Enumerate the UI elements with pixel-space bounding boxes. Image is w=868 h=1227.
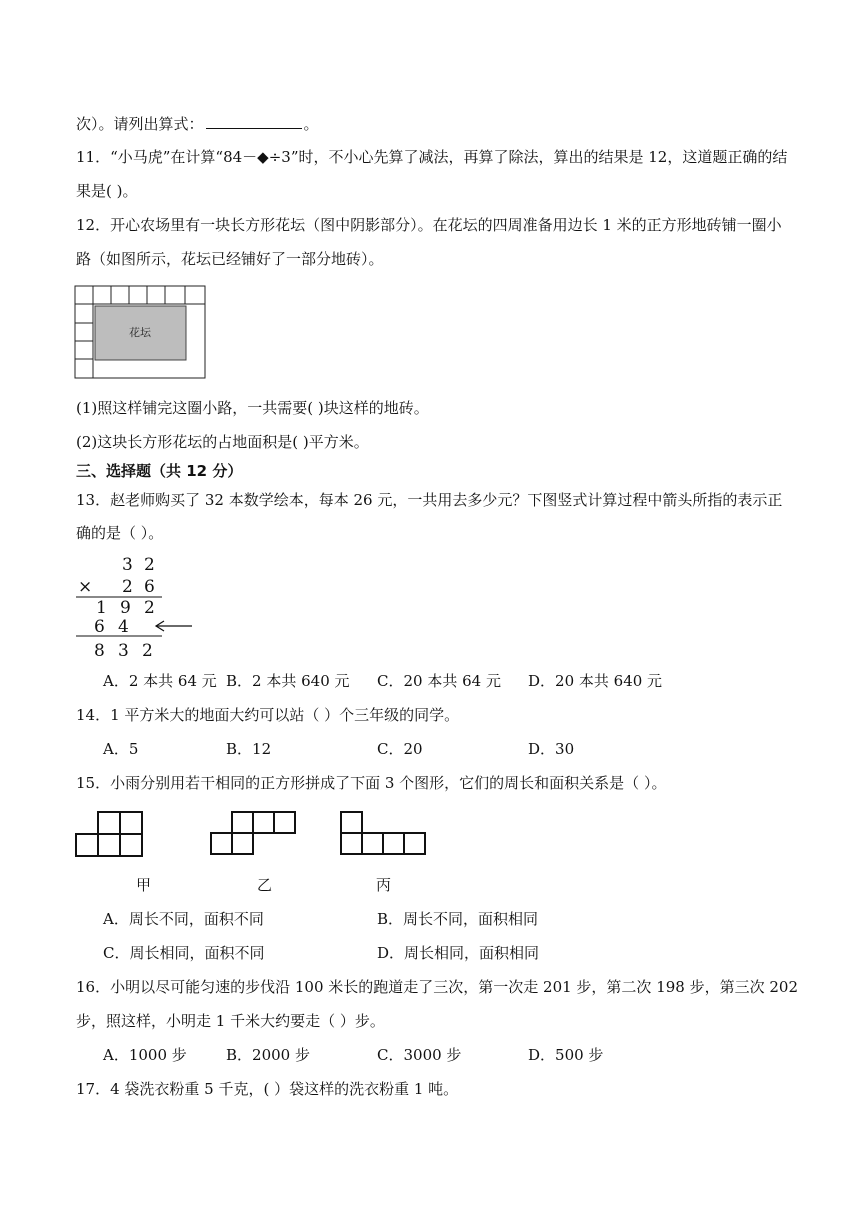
q14-option-c[interactable]: C．20 (377, 740, 423, 758)
q15-shapes (74, 810, 434, 860)
shape-bing (341, 812, 425, 854)
calc-r2-d2: 6 (144, 577, 155, 597)
q15-option-a[interactable]: A．周长不同，面积不同 (103, 910, 264, 928)
garden-label: 花坛 (129, 326, 151, 339)
arrow-icon (156, 621, 192, 631)
q12-sub1: (1)照这样铺完这圈小路，一共需要( )块这样的地砖。 (76, 399, 429, 417)
q13-option-c[interactable]: C．20 本共 64 元 (377, 672, 501, 690)
q12-garden-figure (74, 285, 208, 381)
shape-jia (76, 812, 142, 856)
calc-r5-d1: 8 (94, 641, 105, 661)
vertical-multiplication (74, 550, 199, 665)
q16-option-a[interactable]: A．1000 步 (103, 1046, 187, 1064)
q14-option-d[interactable]: D．30 (528, 740, 575, 758)
shape-label-yi: 乙 (257, 876, 273, 894)
answer-blank[interactable] (206, 114, 302, 129)
q16-line1: 16．小明以尽可能匀速的步伐沿 100 米长的跑道走了三次，第一次走 201 步，第二次 198 步，第三次 202 (76, 978, 798, 996)
calc-r4-d1: 6 (94, 617, 105, 637)
q13-line1: 13．赵老师购买了 32 本数学绘本，每本 26 元，一共用去多少元？下图竖式计算过程中箭头所指的表示正 (76, 491, 783, 509)
q10-tail-prefix: 次）。请列出算式： (76, 115, 204, 133)
q17-line1: 17．4 袋洗衣粉重 5 千克，( ）袋这样的洗衣粉重 1 吨。 (76, 1080, 459, 1098)
q10-tail-suffix: 。 (303, 115, 319, 133)
q14-option-b[interactable]: B．12 (226, 740, 272, 758)
q16-option-b[interactable]: B．2000 步 (226, 1046, 310, 1064)
calc-r3-d3: 2 (144, 598, 155, 618)
q13-option-a[interactable]: A．2 本共 64 元 (103, 672, 217, 690)
q11-line1: 11．“小马虎”在计算“84－◆÷3”时，不小心先算了减法，再算了除法，算出的结果是 12，这道题正确的结 (76, 148, 788, 166)
q14-line1: 14．1 平方米大的地面大约可以站（ ）个三年级的同学。 (76, 706, 460, 724)
q12-line1: 12．开心农场里有一块长方形花坛（图中阴影部分）。在花坛的四周准备用边长 1 米的正方形地砖铺一圈小 (76, 216, 782, 234)
q10-tail (76, 114, 319, 134)
q16-line2: 步，照这样，小明走 1 千米大约要走（ ）步。 (76, 1012, 385, 1030)
calc-r2-d1: 2 (122, 577, 133, 597)
q15-option-b[interactable]: B．周长不同，面积相同 (377, 910, 539, 928)
calc-operator: × (78, 577, 93, 597)
section-title: 三、选择题（共 12 分） (76, 462, 243, 480)
calc-r3-d1: 1 (96, 598, 107, 618)
q15-line1: 15．小雨分别用若干相同的正方形拼成了下面 3 个图形，它们的周长和面积关系是（ ）。 (76, 774, 667, 792)
q11-line2: 果是( )。 (76, 182, 138, 200)
q15-option-d[interactable]: D．周长相同，面积相同 (377, 944, 540, 962)
shape-label-jia: 甲 (136, 876, 152, 894)
shape-yi (211, 812, 295, 854)
q16-option-d[interactable]: D．500 步 (528, 1046, 604, 1064)
calc-r5-d2: 3 (118, 641, 129, 661)
calc-r3-d2: 9 (120, 598, 131, 618)
calc-r1-d1: 3 (122, 555, 133, 575)
q13-option-b[interactable]: B．2 本共 640 元 (226, 672, 350, 690)
calc-r1-d2: 2 (144, 555, 155, 575)
shape-label-bing: 丙 (376, 876, 392, 894)
calc-r5-d3: 2 (142, 641, 153, 661)
q12-sub2: (2)这块长方形花坛的占地面积是( )平方米。 (76, 433, 369, 451)
q13-option-d[interactable]: D．20 本共 640 元 (528, 672, 663, 690)
q12-line2: 路（如图所示，花坛已经铺好了一部分地砖）。 (76, 250, 384, 268)
q14-option-a[interactable]: A．5 (103, 740, 139, 758)
q16-option-c[interactable]: C．3000 步 (377, 1046, 462, 1064)
q13-line2: 确的是（ ）。 (76, 524, 164, 542)
q15-option-c[interactable]: C．周长相同，面积不同 (103, 944, 265, 962)
calc-r4-d2: 4 (118, 617, 129, 637)
